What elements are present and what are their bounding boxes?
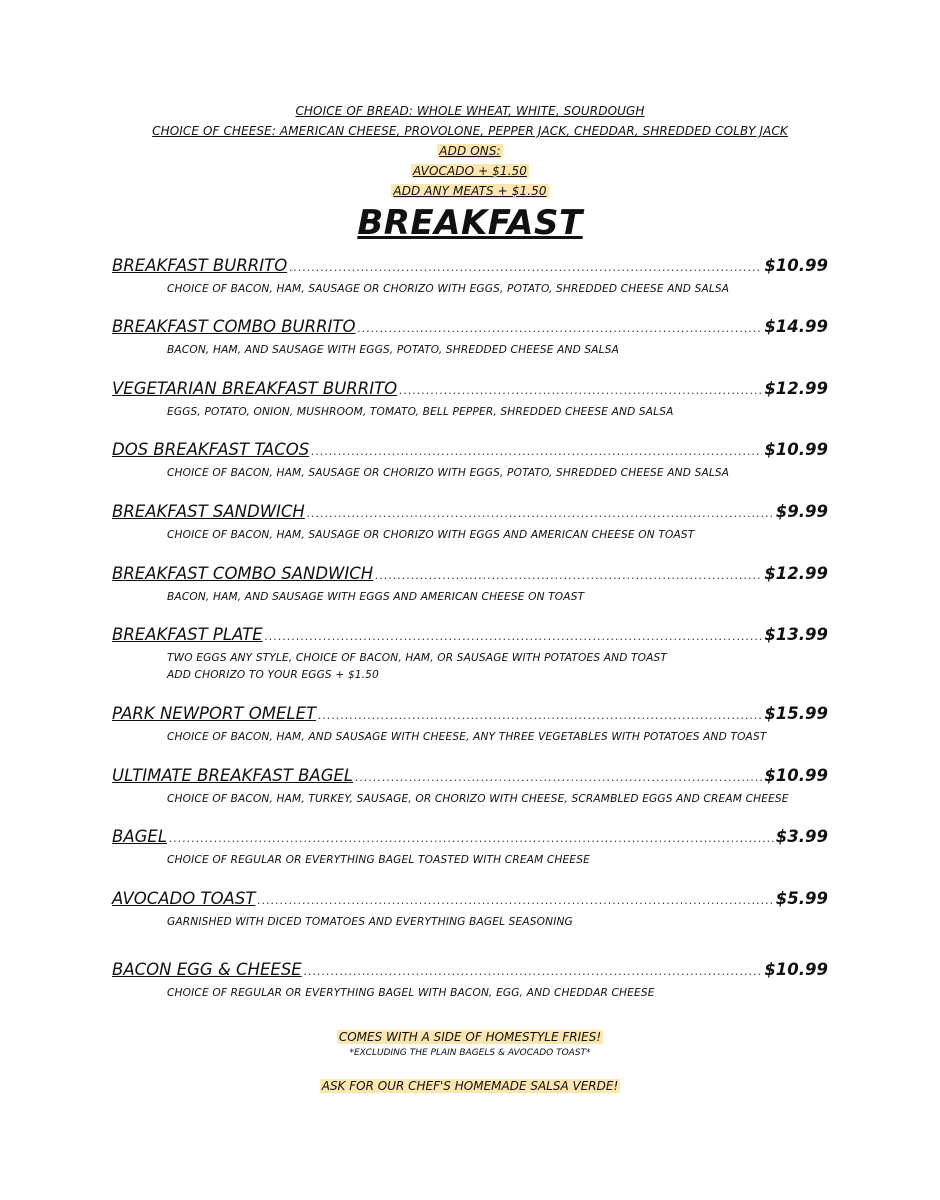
menu-item-bacon-egg-cheese [112,959,828,1003]
fries-exclusion-note: *EXCLUDING THE PLAIN BAGELS & AVOCADO TOAST* [349,1048,591,1058]
item-name: DOS BREAKFAST TACOS [112,440,310,459]
item-name: BAGEL [112,827,168,846]
menu-item-breakfast-plate [112,624,828,685]
item-name: BREAKFAST PLATE [112,625,263,644]
item-description: BACON, HAM, AND SAUSAGE WITH EGGS AND AMERICAN CHEESE ON TOAST [167,591,585,603]
dot-leader [375,565,762,587]
item-name: BREAKFAST BURRITO [112,256,288,275]
menu-item-breakfast-combo-burrito [112,316,828,360]
item-description: TWO EGGS ANY STYLE, CHOICE OF BACON, HAM, OR SAUSAGE WITH POTATOES AND TOAST [167,652,668,664]
dot-leader [399,380,762,402]
dot-leader [265,626,763,648]
menu-item-breakfast-sandwich [112,501,828,545]
fries-note-text: COMES WITH A SIDE OF HOMESTYLE FRIES! [338,1030,602,1044]
item-price: $10.99 [764,440,828,459]
item-name: BACON EGG & CHEESE [112,960,302,979]
item-price: $12.99 [764,564,828,583]
item-description: EGGS, POTATO, ONION, MUSHROOM, TOMATO, BELL PEPPER, SHREDDED CHEESE AND SALSA [167,406,674,418]
item-price: $12.99 [764,379,828,398]
salsa-note-text: ASK FOR OUR CHEF'S HOMEMADE SALSA VERDE! [321,1079,619,1093]
page-title: BREAKFAST [357,203,583,243]
item-name: BREAKFAST SANDWICH [112,502,305,521]
item-name: BREAKFAST COMBO SANDWICH [112,564,374,583]
item-name: VEGETARIAN BREAKFAST BURRITO [112,379,398,398]
item-price: $14.99 [764,317,828,336]
menu-item-park-newport-omelet [112,703,828,747]
dot-leader [318,705,762,727]
item-description: CHOICE OF BACON, HAM, SAUSAGE OR CHORIZO WITH EGGS, POTATO, SHREDDED CHEESE AND SALSA [167,467,730,479]
salsa-note [0,1077,940,1095]
menu-item-breakfast-burrito [112,255,828,299]
dot-leader [289,257,762,279]
dot-leader [307,503,774,525]
item-description: CHOICE OF BACON, HAM, SAUSAGE OR CHORIZO WITH EGGS, POTATO, SHREDDED CHEESE AND SALSA [167,283,730,295]
addon-avocado-text: AVOCADO + $1.50 [412,164,528,178]
addons-label [0,141,940,161]
item-description: CHOICE OF REGULAR OR EVERYTHING BAGEL TOASTED WITH CREAM CHEESE [167,854,590,866]
item-price: $15.99 [764,704,828,723]
item-description-extra: ADD CHORIZO TO YOUR EGGS + $1.50 [167,669,379,681]
bread-choice-line: CHOICE OF BREAD: WHOLE WHEAT, WHITE, SOURDOUGH [295,104,645,118]
menu-item-dos-breakfast-tacos [112,439,828,483]
item-name: ULTIMATE BREAKFAST BAGEL [112,766,354,785]
item-price: $3.99 [775,827,828,846]
item-description: BACON, HAM, AND SAUSAGE WITH EGGS, POTATO, SHREDDED CHEESE AND SALSA [167,344,620,356]
dot-leader [169,828,774,850]
menu-item-avocado-toast [112,888,828,932]
menu-options-header [0,101,940,201]
menu-item-breakfast-combo-sandwich [112,563,828,607]
item-price: $13.99 [764,625,828,644]
fries-note [0,1028,940,1046]
item-price: $10.99 [764,960,828,979]
item-price: $10.99 [764,766,828,785]
menu-item-ultimate-breakfast-bagel [112,765,828,809]
addon-avocado [0,161,940,181]
menu-item-bagel [112,826,828,870]
dot-leader [311,441,762,463]
item-description: CHOICE OF BACON, HAM, AND SAUSAGE WITH CHEESE, ANY THREE VEGETABLES WITH POTATOES AND TOAST [167,731,767,743]
item-description: CHOICE OF BACON, HAM, TURKEY, SAUSAGE, OR CHORIZO WITH CHEESE, SCRAMBLED EGGS AND CREAM CHEESE [167,793,789,805]
item-name: BREAKFAST COMBO BURRITO [112,317,356,336]
menu-item-vegetarian-breakfast-burrito [112,378,828,422]
item-description: CHOICE OF REGULAR OR EVERYTHING BAGEL WITH BACON, EGG, AND CHEDDAR CHEESE [167,987,655,999]
item-description: CHOICE OF BACON, HAM, SAUSAGE OR CHORIZO WITH EGGS AND AMERICAN CHEESE ON TOAST [167,529,695,541]
item-price: $5.99 [775,889,828,908]
item-description: GARNISHED WITH DICED TOMATOES AND EVERYTHING BAGEL SEASONING [167,916,573,928]
addon-meats [0,181,940,201]
dot-leader [357,318,762,340]
dot-leader [355,767,762,789]
dot-leader [257,890,773,912]
menu-footer [0,1028,940,1095]
cheese-choice-line: CHOICE OF CHEESE: AMERICAN CHEESE, PROVOLONE, PEPPER JACK, CHEDDAR, SHREDDED COLBY JACK [152,124,788,138]
item-price: $9.99 [775,502,828,521]
dot-leader [304,961,763,983]
item-name: PARK NEWPORT OMELET [112,704,317,723]
item-name: AVOCADO TOAST [112,889,256,908]
addons-label-text: ADD ONS: [439,144,501,158]
item-price: $10.99 [764,256,828,275]
addon-meats-text: ADD ANY MEATS + $1.50 [393,184,547,198]
